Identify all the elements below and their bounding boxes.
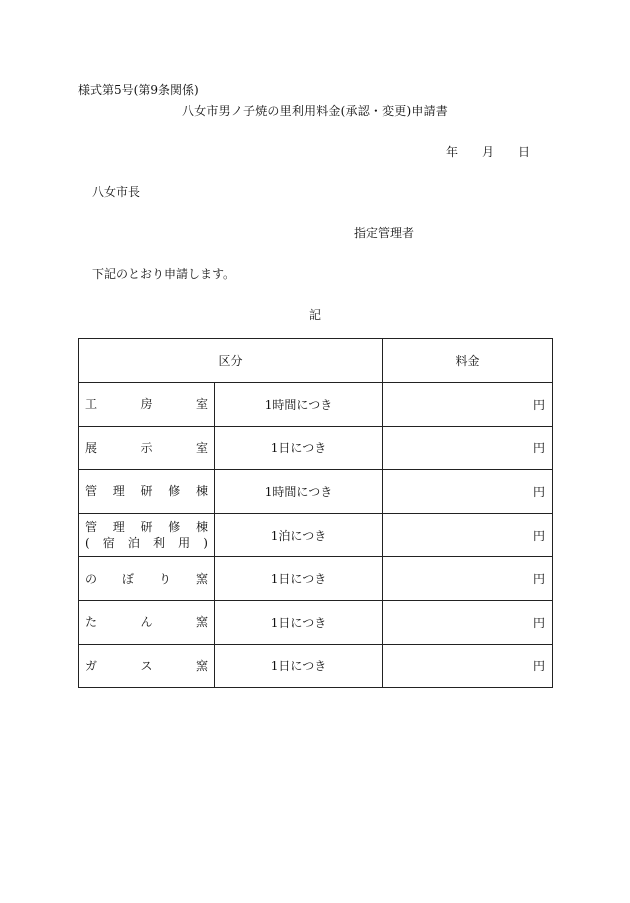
- row-unit: 1日につき: [215, 600, 383, 644]
- row-category: [79, 470, 215, 514]
- category-line: [85, 483, 208, 499]
- category-char: ): [203, 536, 208, 551]
- fee-table: [78, 338, 553, 688]
- category-char: 管: [85, 520, 98, 535]
- table-header-row: [79, 339, 553, 383]
- category-char: 示: [140, 440, 153, 455]
- category-char: 研: [140, 484, 153, 499]
- category-char: 窯: [195, 571, 208, 586]
- date-year: 年: [446, 145, 459, 159]
- table-row: [79, 557, 553, 601]
- category-char: 工: [85, 397, 98, 412]
- date-line: [446, 143, 530, 160]
- category-line: [85, 396, 208, 412]
- date-month: 月: [482, 145, 495, 159]
- category-line: [85, 440, 208, 456]
- row-unit: 1日につき: [215, 557, 383, 601]
- category-char: 室: [195, 440, 208, 455]
- row-unit: 1時間につき: [215, 383, 383, 427]
- date-day: 日: [518, 145, 531, 159]
- table-row: [79, 426, 553, 470]
- form-number: 様式第5号(第9条関係): [78, 83, 199, 97]
- category-char: (: [85, 536, 90, 551]
- category-char: 泊: [127, 536, 140, 551]
- row-fee: 円: [383, 557, 553, 601]
- table-row: [79, 644, 553, 688]
- row-unit: 1日につき: [215, 644, 383, 688]
- row-category: [79, 644, 215, 688]
- category-line: [85, 658, 208, 674]
- category-line: [85, 519, 208, 535]
- category-char: 修: [168, 484, 181, 499]
- row-category: [79, 557, 215, 601]
- category-char: ス: [140, 658, 153, 673]
- applicant-label: 指定管理者: [354, 226, 415, 240]
- table-row: [79, 600, 553, 644]
- row-category: [79, 600, 215, 644]
- table-row: [79, 470, 553, 514]
- row-category: [79, 426, 215, 470]
- category-char: 棟: [195, 484, 208, 499]
- row-fee: 円: [383, 600, 553, 644]
- category-char: 研: [140, 520, 153, 535]
- addressee: 八女市長: [92, 185, 141, 199]
- category-char: 室: [195, 397, 208, 412]
- row-category: [79, 383, 215, 427]
- category-char: 窯: [195, 615, 208, 630]
- document-title: 八女市男ノ子焼の里利用料金(承認・変更)申請書: [182, 104, 448, 118]
- row-fee: 円: [383, 644, 553, 688]
- ki-heading: 記: [308, 308, 321, 322]
- category-line: [85, 571, 208, 587]
- row-unit: 1泊につき: [215, 513, 383, 557]
- category-char: 宿: [102, 536, 115, 551]
- category-char: ぼ: [121, 571, 134, 586]
- category-char: ん: [140, 615, 153, 630]
- category-char: 展: [85, 440, 98, 455]
- category-char: た: [85, 615, 98, 630]
- category-char: 管: [85, 484, 98, 499]
- category-char: 理: [112, 484, 125, 499]
- table-row: [79, 513, 553, 557]
- category-char: 利: [153, 536, 166, 551]
- header-category: 区分: [79, 339, 383, 383]
- row-unit: 1時間につき: [215, 470, 383, 514]
- row-fee: 円: [383, 426, 553, 470]
- category-char: 房: [140, 397, 153, 412]
- category-char: ガ: [85, 658, 98, 673]
- category-char: り: [158, 571, 171, 586]
- row-category: [79, 513, 215, 557]
- category-char: 理: [112, 520, 125, 535]
- category-char: の: [85, 571, 98, 586]
- category-char: 用: [178, 536, 191, 551]
- row-unit: 1日につき: [215, 426, 383, 470]
- row-fee: 円: [383, 513, 553, 557]
- category-line: [85, 535, 208, 551]
- category-char: 棟: [195, 520, 208, 535]
- category-char: 修: [168, 520, 181, 535]
- category-char: 窯: [195, 658, 208, 673]
- intro-text: 下記のとおり申請します。: [92, 267, 236, 281]
- category-line: [85, 614, 208, 630]
- table-row: [79, 383, 553, 427]
- row-fee: 円: [383, 470, 553, 514]
- header-fee: 料金: [383, 339, 553, 383]
- row-fee: 円: [383, 383, 553, 427]
